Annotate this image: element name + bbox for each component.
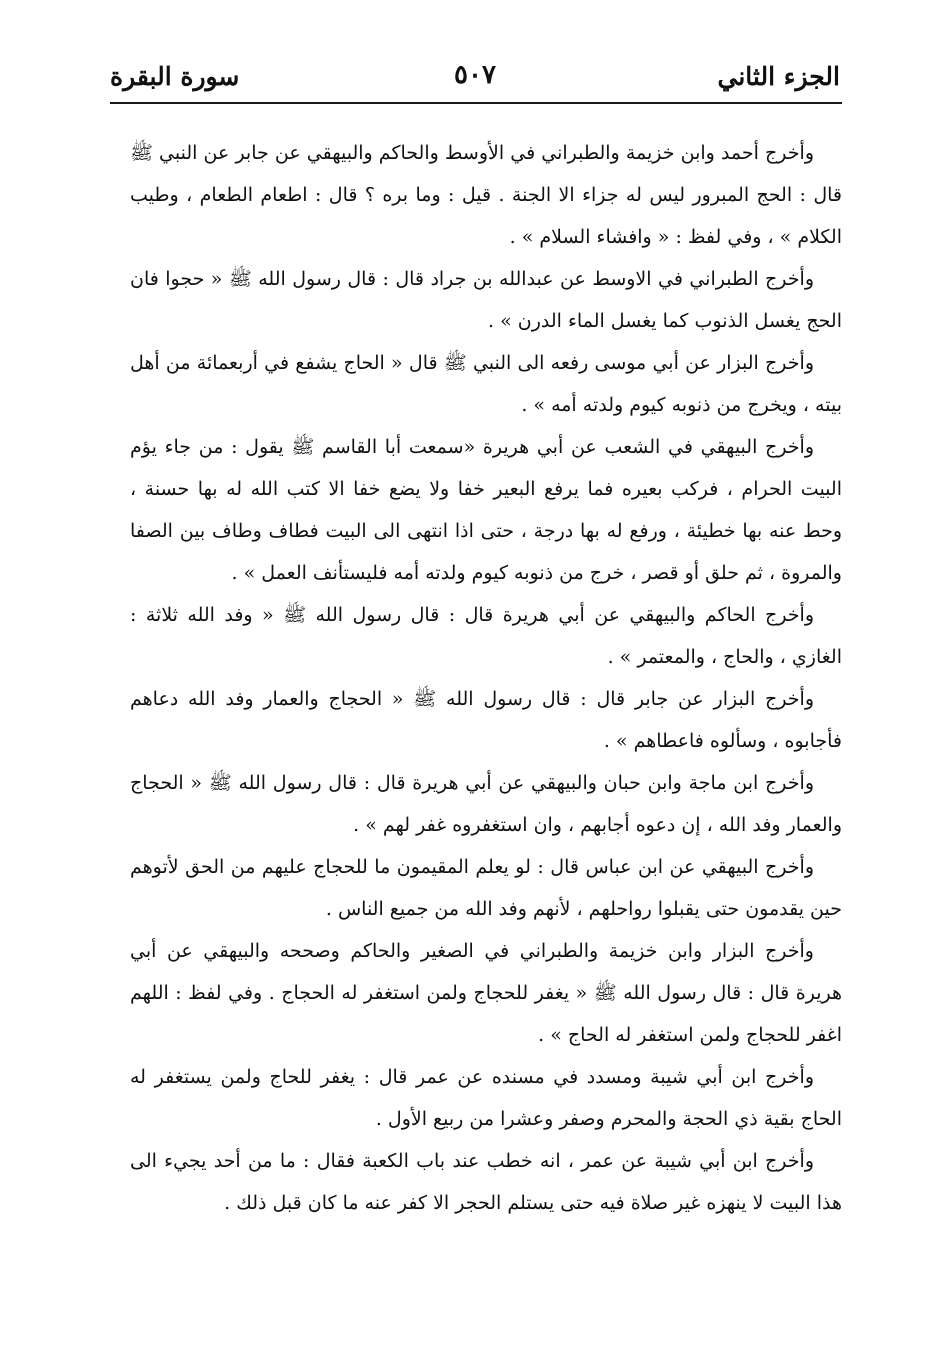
header-rule bbox=[110, 102, 842, 104]
paragraph: وأخرج ابن أبي شيبة عن عمر ، انه خطب عند باب الكعبة فقال : ما من أحد يجيء الى هذا البيت لا ينهزه غير صلاة فيه حتى يستلم الحجر الا كفر عنه ما كان قبل ذلك . bbox=[130, 1150, 842, 1214]
paragraph: وأخرج الطبراني في الاوسط عن عبدالله بن جراد قال : قال رسول الله ﷺ « حجوا فان الحج يغسل الذنوب كما يغسل الماء الدرن » . bbox=[130, 268, 842, 332]
paragraph: وأخرج البزار وابن خزيمة والطبراني في الصغير والحاكم وصححه والبيهقي عن أبي هريرة قال : قال رسول الله ﷺ « يغفر للحجاج ولمن استغفر له الحجاج . وفي لفظ : اللهم اغفر للحجاج ولمن استغفر له الحاج » . bbox=[130, 940, 842, 1046]
paragraph: وأخرج أحمد وابن خزيمة والطبراني في الأوسط والحاكم والبيهقي عن جابر عن النبي ﷺ قال : الحج المبرور ليس له جزاء الا الجنة . قيل : وما بره ؟ قال : اطعام الطعام ، وطيب الكلام » ، وفي لفظ : « وافشاء السلام » . bbox=[130, 142, 842, 248]
body-text bbox=[130, 132, 842, 1224]
paragraph: وأخرج البيهقي عن ابن عباس قال : لو يعلم المقيمون ما للحجاج عليهم من الحق لأتوهم حين يقدمون حتى يقبلوا رواحلهم ، لأنهم وفد الله من جميع الناس . bbox=[130, 856, 842, 920]
part-title: الجزء الثاني bbox=[717, 62, 840, 91]
paragraph: وأخرج ابن أبي شيبة ومسدد في مسنده عن عمر قال : يغفر للحاج ولمن يستغفر له الحاج بقية ذي الحجة والمحرم وصفر وعشرا من ربيع الأول . bbox=[130, 1066, 842, 1130]
paragraph: وأخرج البيهقي في الشعب عن أبي هريرة «سمعت أبا القاسم ﷺ يقول : من جاء يؤم البيت الحرام ، فركب بعيره فما يرفع البعير خفا ولا يضع خفا الا كتب الله له بها حسنة ، وحط عنه بها خطيئة ، ورفع له بها درجة ، حتى اذا انتهى الى البيت فطاف وطاف بين الصفا والمروة ، ثم حلق أو قصر ، خرج من ذنوبه كيوم ولدته أمه فليستأنف العمل » . bbox=[130, 436, 842, 584]
page-header bbox=[110, 52, 840, 100]
paragraph: وأخرج البزار عن أبي موسى رفعه الى النبي ﷺ قال « الحاج يشفع في أربعمائة من أهل بيته ، ويخرج من ذنوبه كيوم ولدته أمه » . bbox=[130, 352, 842, 416]
surah-title: سورة البقرة bbox=[110, 62, 240, 91]
paragraph: وأخرج ابن ماجة وابن حبان والبيهقي عن أبي هريرة قال : قال رسول الله ﷺ « الحجاج والعمار وفد الله ، إن دعوه أجابهم ، وان استغفروه غفر لهم » . bbox=[130, 772, 842, 836]
paragraph: وأخرج البزار عن جابر قال : قال رسول الله ﷺ « الحجاج والعمار وفد الله دعاهم فأجابوه ، وسألوه فاعطاهم » . bbox=[130, 688, 842, 752]
page-number: ٥٠٧ bbox=[454, 60, 496, 90]
paragraph: وأخرج الحاكم والبيهقي عن أبي هريرة قال : قال رسول الله ﷺ « وفد الله ثلاثة : الغازي ، والحاج ، والمعتمر » . bbox=[130, 604, 842, 668]
